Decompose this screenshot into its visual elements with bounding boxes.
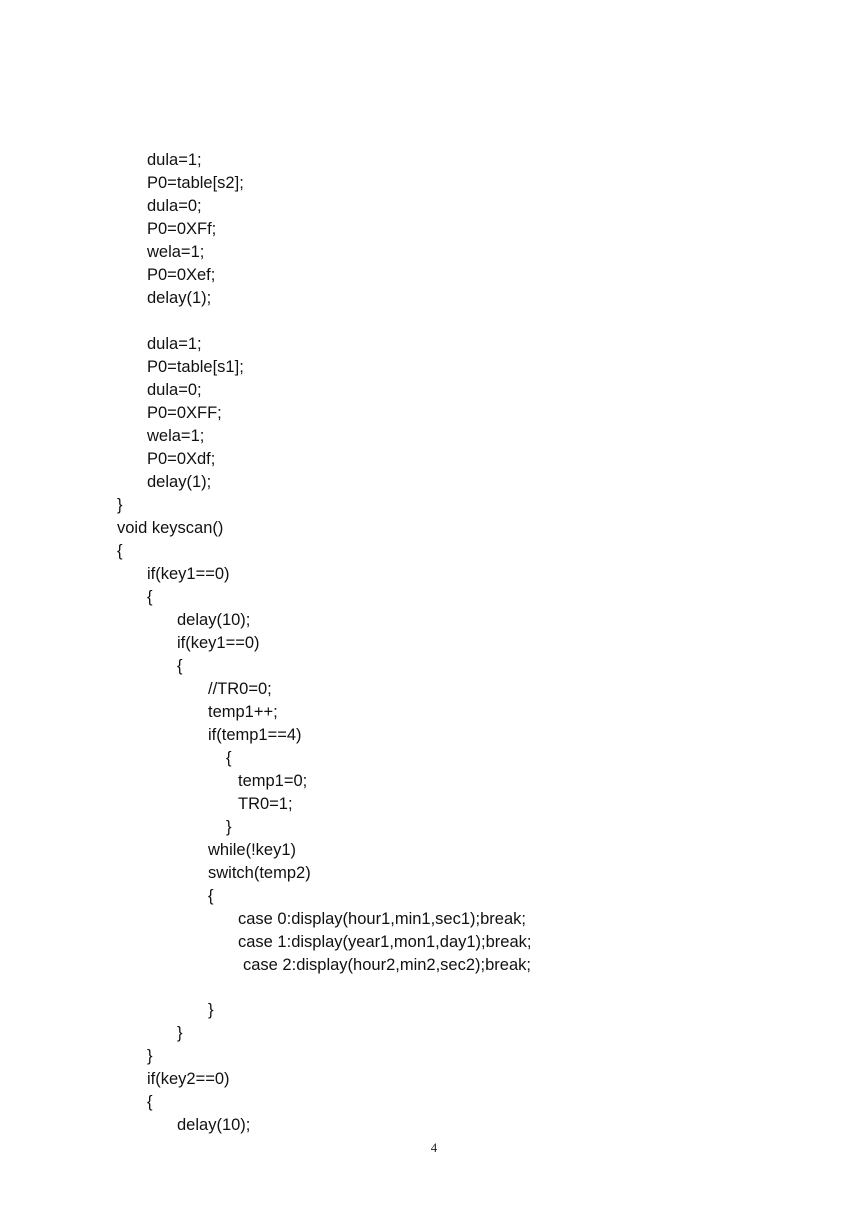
code-line: } (177, 1024, 183, 1042)
code-line: P0=table[s1]; (147, 358, 244, 376)
code-line: { (117, 542, 123, 560)
page-number: 4 (430, 1140, 438, 1155)
code-line: } (147, 1047, 153, 1065)
code-line: switch(temp2) (208, 864, 311, 882)
code-line: { (147, 588, 153, 606)
code-line: wela=1; (147, 427, 205, 445)
code-line: case 1:display(year1,mon1,day1);break; (238, 933, 532, 951)
code-line: if(temp1==4) (208, 726, 302, 744)
code-line: { (226, 749, 232, 767)
code-line: if(key2==0) (147, 1070, 230, 1088)
code-line: wela=1; (147, 243, 205, 261)
code-line: void keyscan() (117, 519, 224, 537)
code-line: { (177, 657, 183, 675)
code-line: delay(1); (147, 473, 212, 491)
code-line: { (208, 887, 214, 905)
code-line: TR0=1; (238, 795, 293, 813)
code-line: while(!key1) (208, 841, 297, 859)
code-line: delay(10); (177, 611, 251, 629)
code-line: P0=0Xef; (147, 266, 216, 284)
code-line: P0=0Xdf; (147, 450, 216, 468)
code-line: if(key1==0) (147, 565, 230, 583)
code-line: P0=0XFF; (147, 404, 222, 422)
code-line: P0=0XFf; (147, 220, 217, 238)
code-line: temp1=0; (238, 772, 308, 790)
code-line: dula=0; (147, 197, 202, 215)
code-line: case 0:display(hour1,min1,sec1);break; (238, 910, 526, 928)
code-line: { (147, 1093, 153, 1111)
code-line: dula=0; (147, 381, 202, 399)
code-line: if(key1==0) (177, 634, 260, 652)
code-line: temp1++; (208, 703, 278, 721)
code-line: } (117, 496, 123, 514)
code-line: dula=1; (147, 151, 202, 169)
code-line: } (208, 1001, 214, 1019)
code-line: } (226, 818, 232, 836)
code-line: P0=table[s2]; (147, 174, 244, 192)
code-line: //TR0=0; (208, 680, 272, 698)
code-line: delay(10); (177, 1116, 251, 1134)
code-line: delay(1); (147, 289, 212, 307)
code-line: dula=1; (147, 335, 202, 353)
code-line: case 2:display(hour2,min2,sec2);break; (243, 956, 531, 974)
